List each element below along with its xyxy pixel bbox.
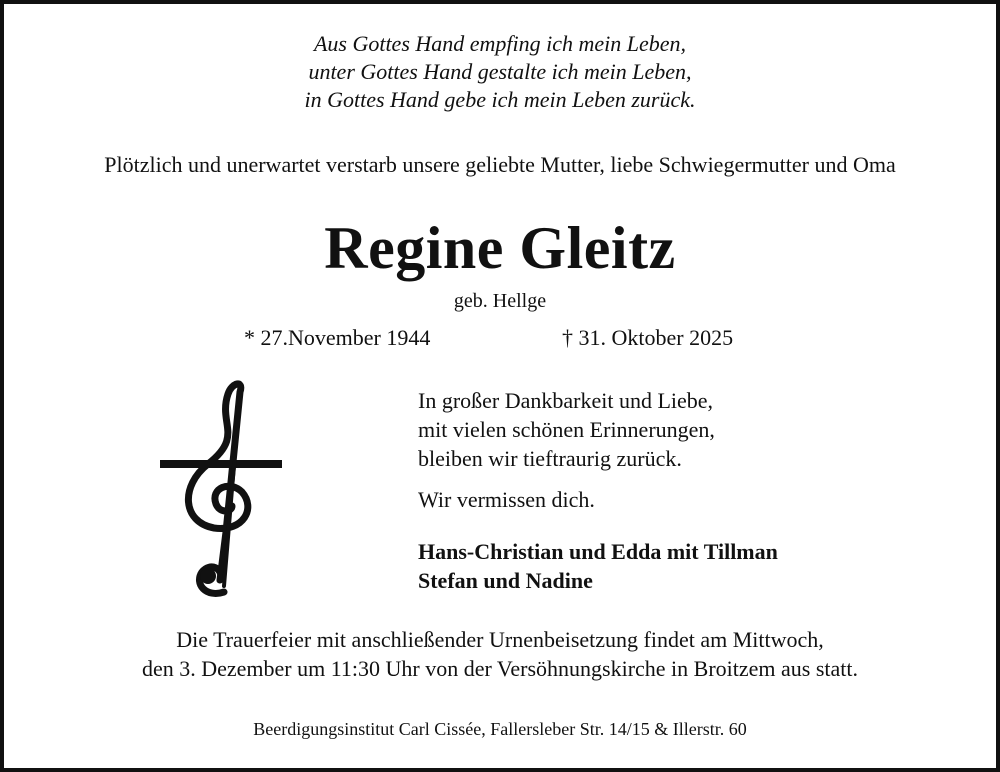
service-info	[0, 625, 1000, 683]
deceased-name: Regine Gleitz	[324, 215, 676, 281]
birth-date: * 27.November 1944	[244, 325, 431, 350]
poem-line: unter Gottes Hand gestalte ich mein Leben,	[308, 59, 692, 84]
message-line: In großer Dankbarkeit und Liebe,	[418, 388, 714, 413]
family-line: Stefan und Nadine	[418, 568, 593, 593]
message-text	[418, 386, 715, 473]
family-line: Hans-Christian und Edda mit Tillman	[418, 539, 778, 564]
poem-line: Aus Gottes Hand empfing ich mein Leben,	[313, 31, 687, 56]
message-line: mit vielen schönen Erinnerungen,	[418, 417, 715, 442]
poem-line: in Gottes Hand gebe ich mein Leben zurück.	[304, 87, 696, 112]
poem	[0, 30, 1000, 114]
maiden-name: geb. Hellge	[453, 290, 547, 312]
death-date: † 31. Oktober 2025	[562, 325, 734, 350]
treble-clef-cross-icon	[148, 372, 293, 602]
funeral-home: Beerdigungsinstitut Carl Cissée, Fallersleber Str. 14/15 & Illerstr. 60	[253, 719, 747, 739]
message-line: bleiben wir tieftraurig zurück.	[418, 446, 682, 471]
service-line: den 3. Dezember um 11:30 Uhr von der Versöhnungskirche in Broitzem aus statt.	[141, 656, 859, 681]
miss-you-text: Wir vermissen dich.	[418, 487, 595, 512]
intro-text: Plötzlich und unerwartet verstarb unsere geliebte Mutter, liebe Schwiegermutter und Oma	[104, 152, 896, 177]
service-line: Die Trauerfeier mit anschließender Urnenbeisetzung findet am Mittwoch,	[176, 627, 824, 652]
family-names	[418, 537, 778, 595]
